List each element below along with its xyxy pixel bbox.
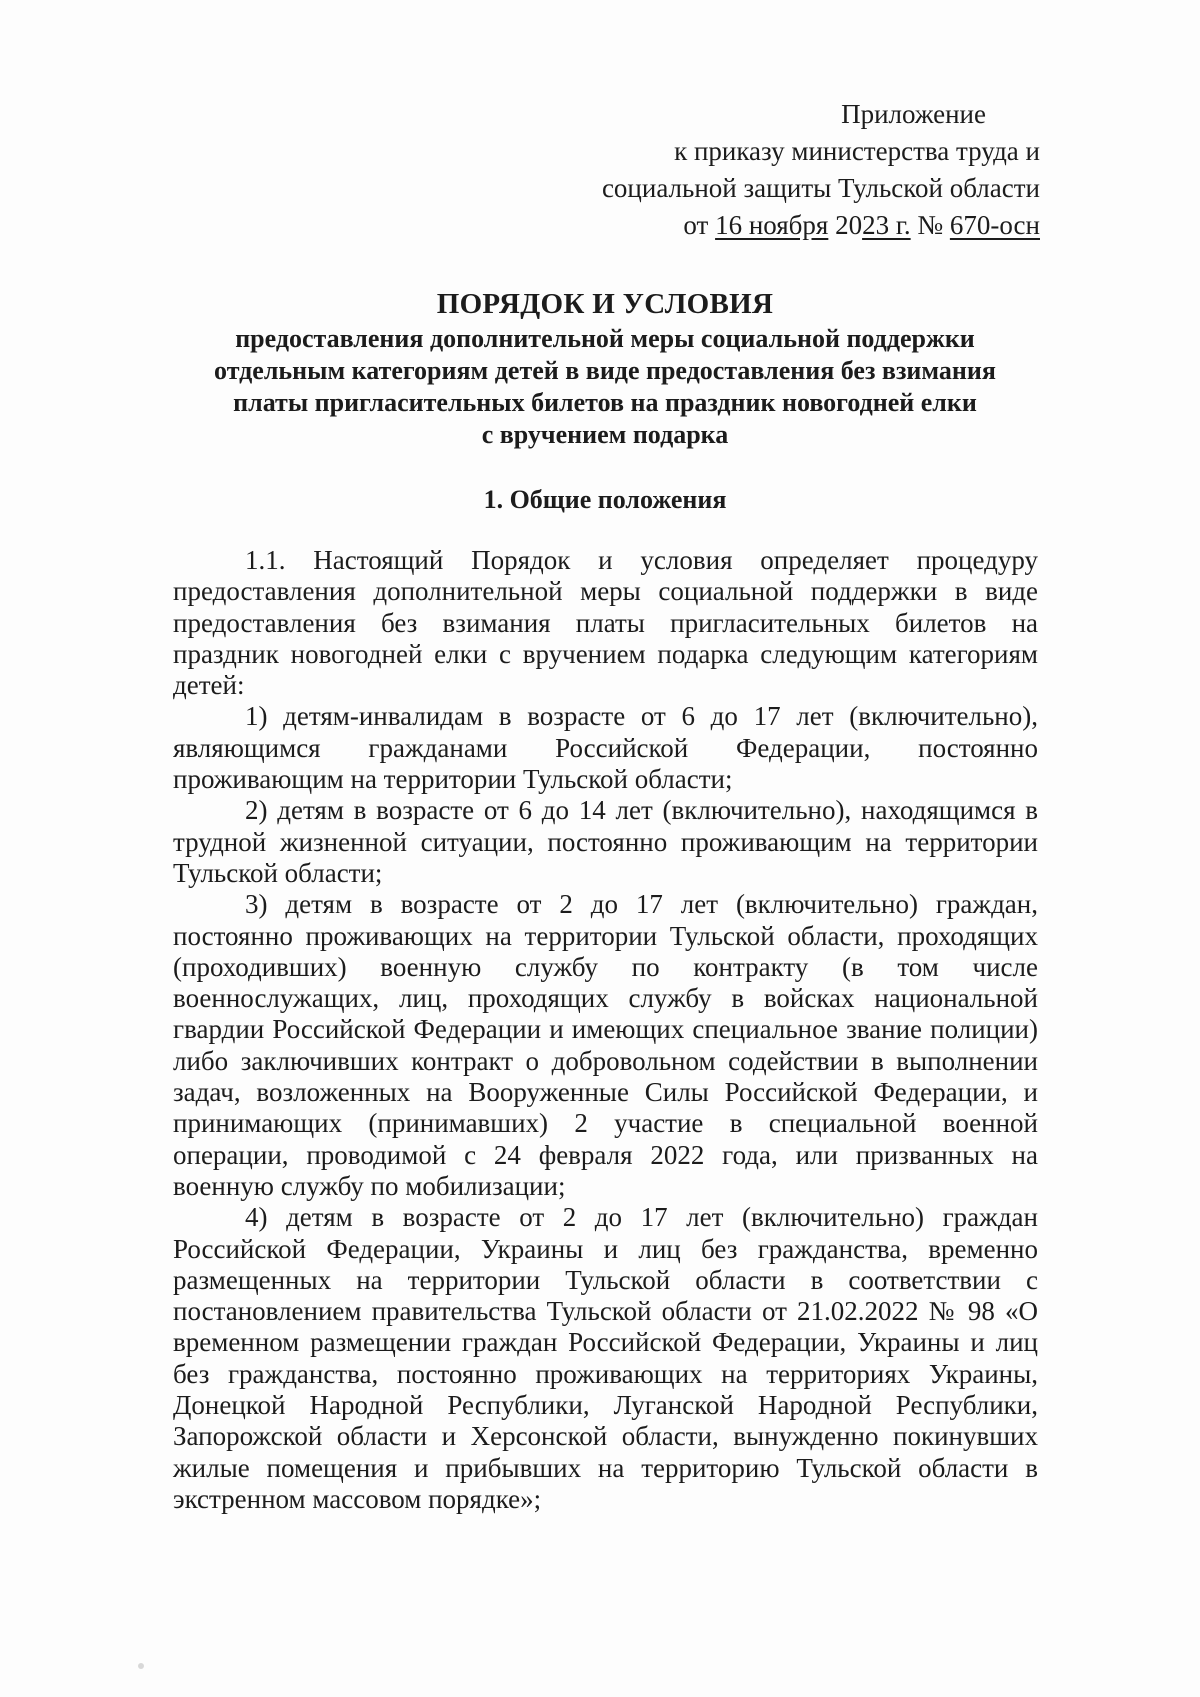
document-title: ПОРЯДОК И УСЛОВИЯ (436, 288, 774, 320)
number-sign: № (910, 210, 950, 240)
appendix-ministry: социальной защиты Тульской области (601, 173, 1040, 203)
list-item-4: 4) детям в возрасте от 2 до 17 лет (включительно) граждан Российской Федерации, Украины и лиц без гражданства, временно размещенных на территории Тульской области в соответствии с постановлением правительства Тульской области от 21.02.2022 № 98 «О временном размещении граждан Российской Федерации, Украины и лиц без гражданства, постоянно проживающих на территориях Украины, Донецкой Народной Республики, Луганской Народной Республики, Запорожской области и Херсонской области, вынужденно покинувших жилые помещения и прибывших на территорию Тульской области в экстренном массовом порядке»; (173, 1202, 1038, 1514)
subtitle-line: платы пригласительных билетов на праздник новогодней елки (233, 388, 977, 417)
date-prefix: от (683, 210, 716, 240)
section-body (173, 545, 1038, 1515)
order-year-part2: 23 г. (862, 210, 911, 240)
subtitle-line: отдельным категориям детей в виде предоставления без взимания (214, 356, 996, 385)
scan-speck (138, 1663, 144, 1669)
order-day-month: 16 ноября (715, 210, 829, 240)
list-item-3: 3) детям в возрасте от 2 до 17 лет (включительно) граждан, постоянно проживающих на территории Тульской области, проходящих (проходивших) военную службу по контракту (в том числе военнослужащих, лиц, проходящих службу в войсках национальной гвардии Российской Федерации и имеющих специальное звание полиции) либо заключивших контракт о добровольном содействии в выполнении задач, возложенных на Вооруженные Силы Российской Федерации, и принимающих (принимавших) 2 участие в специальной военной операции, проводимой с 24 февраля 2022 года, или призванных на военную службу по мобилизации; (173, 889, 1038, 1201)
subtitle-line: с вручением подарка (481, 420, 729, 449)
subtitle-line: предоставления дополнительной меры социальной поддержки (235, 324, 975, 353)
appendix-date-number (520, 207, 1040, 244)
document-subtitle (170, 323, 1040, 451)
paragraph-1-1: 1.1. Настоящий Порядок и условия определяет процедуру предоставления дополнительной меры социальной поддержки в виде предоставления без взимания платы пригласительных билетов на праздник новогодней елки с вручением подарка следующим категориям детей: (173, 545, 1038, 701)
appendix-title: Приложение (841, 99, 986, 129)
appendix-order-ref: к приказу министерства труда и (674, 136, 1040, 166)
appendix-header (520, 96, 1040, 244)
section-heading: 1. Общие положения (483, 485, 727, 514)
document-title-block (170, 285, 1040, 451)
list-item-2: 2) детям в возрасте от 6 до 14 лет (включительно), находящимся в трудной жизненной ситуации, постоянно проживающим на территории Тульской области; (173, 795, 1038, 888)
order-number: 670-осн (949, 210, 1040, 240)
order-year-part1: 20 (828, 210, 863, 240)
list-item-1: 1) детям-инвалидам в возрасте от 6 до 17 лет (включительно), являющимся гражданами Российской Федерации, постоянно проживающим на территории Тульской области; (173, 701, 1038, 795)
